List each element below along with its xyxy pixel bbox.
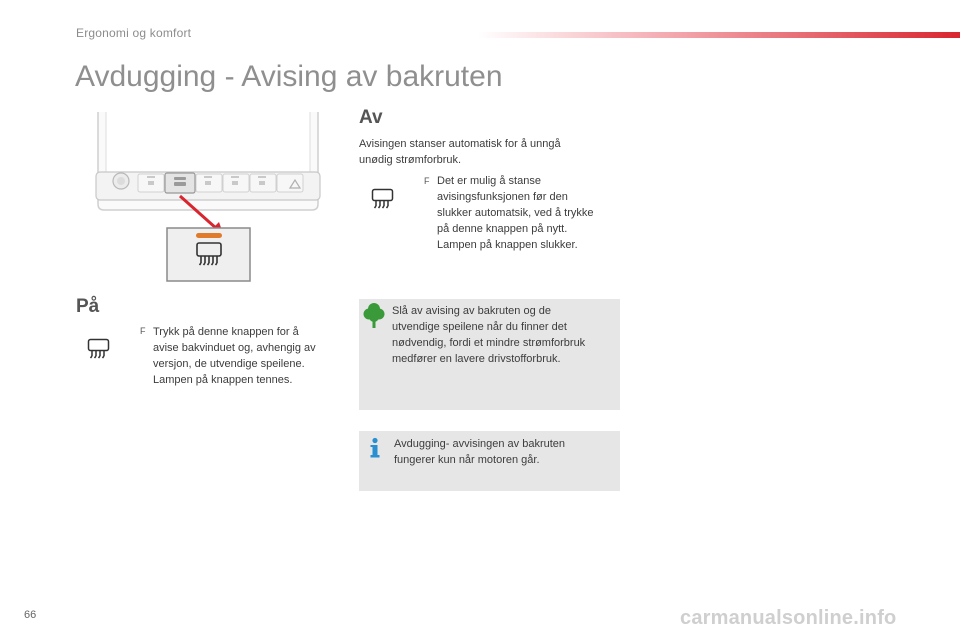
bullet-marker: F (424, 176, 430, 186)
eco-tree-icon (363, 302, 385, 330)
section-header: Ergonomi og komfort (76, 26, 192, 40)
eco-note-text (392, 303, 617, 367)
text-line: Lampen på knappen tennes. (153, 374, 293, 386)
text-line: avisingsfunksjonen før den (437, 191, 568, 203)
text-line: slukker automatsik, ved å trykke (437, 207, 594, 219)
indicator-lamp (196, 233, 222, 238)
on-heading: På (76, 296, 100, 317)
off-intro (359, 136, 619, 168)
bullet-marker: F (140, 326, 146, 336)
page-title: Avdugging - Avising av bakruten (75, 60, 503, 93)
info-note-text (394, 436, 616, 468)
info-note-box (359, 431, 620, 491)
text-line: medfører en lavere drivstofforbruk. (392, 353, 561, 365)
text-line: Avisingen stanser automatisk for å unngå (359, 138, 561, 150)
text-line: Avdugging- avvisingen av bakruten (394, 438, 566, 450)
eco-note-box (359, 299, 620, 410)
text-line: Trykk på denne knappen for å (153, 326, 299, 338)
off-description (437, 173, 627, 253)
text-line: fungerer kun når motoren går. (394, 454, 540, 466)
control-panel-illustration (92, 112, 324, 284)
text-line: versjon, de utvendige speilene. (153, 358, 305, 370)
info-icon (369, 437, 381, 459)
text-line: Det er mulig å stanse (437, 175, 541, 187)
text-line: nødvendig, fordi et mindre strømforbruk (392, 337, 586, 349)
text-line: unødig strømforbruk. (359, 154, 462, 166)
page-number: 66 (24, 609, 37, 621)
text-line: utvendige speilene når du finner det (392, 321, 567, 333)
watermark: carmanualsonline.info (680, 607, 897, 629)
text-line: Slå av avising av bakruten og de (392, 305, 551, 317)
rear-defrost-icon (371, 188, 395, 210)
off-heading: Av (359, 107, 383, 128)
text-line: avise bakvinduet og, avhengig av (153, 342, 316, 354)
rear-defrost-icon (87, 338, 111, 360)
header-stripe (478, 32, 960, 38)
text-line: på denne knappen på nytt. (437, 223, 568, 235)
text-line: Lampen på knappen slukker. (437, 239, 578, 251)
on-description (153, 324, 348, 388)
